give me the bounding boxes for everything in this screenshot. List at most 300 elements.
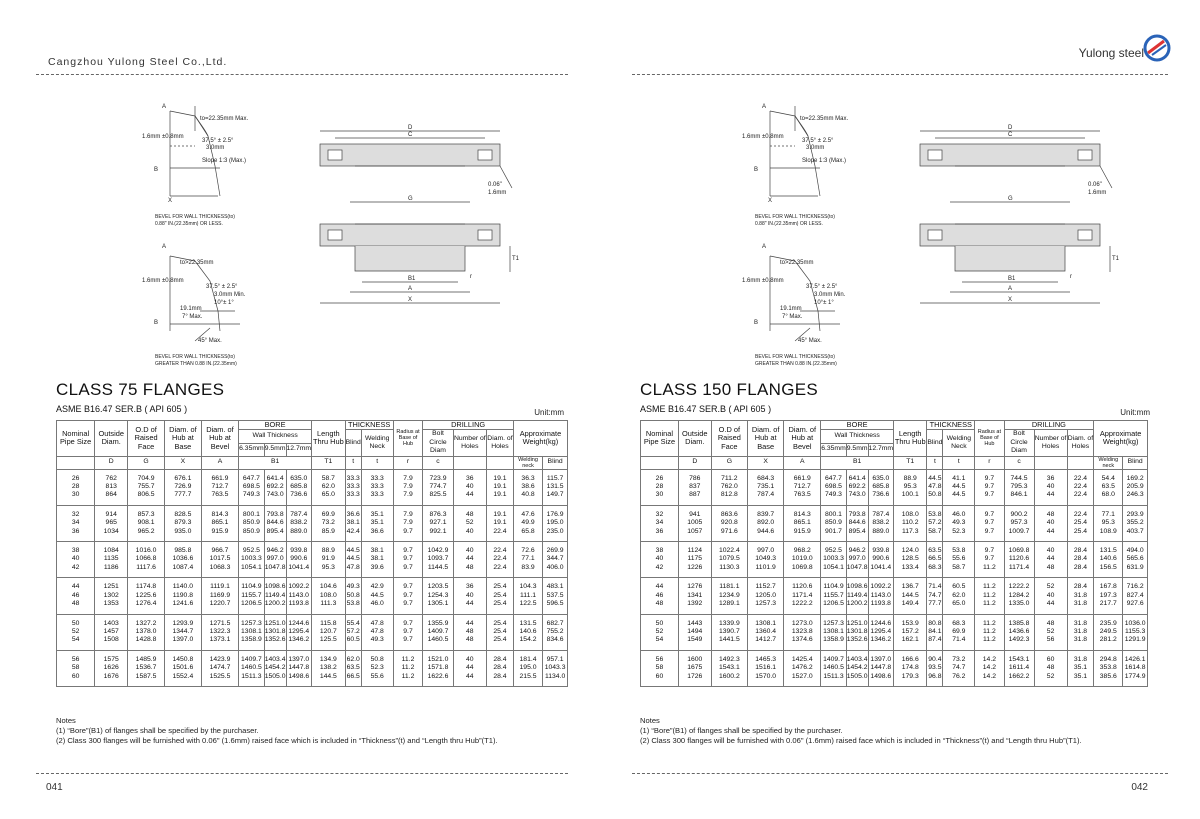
- table-cell: 95.3: [1094, 519, 1123, 527]
- table-cell: 63.5: [1094, 483, 1123, 491]
- table-cell: 88.9: [312, 542, 346, 556]
- table-cell: 11.2: [975, 600, 1004, 614]
- table-cell: 1675: [678, 664, 711, 672]
- company-name: Cangzhou Yulong Steel Co.,Ltd.: [48, 56, 228, 68]
- table-cell: 36: [1034, 469, 1067, 483]
- table-cell: 44: [1034, 528, 1067, 542]
- table-cell: 74.7: [928, 591, 942, 599]
- table-cell: 1358.9: [239, 636, 265, 650]
- table-cell: 385.6: [1094, 673, 1123, 687]
- table-cell: 11.2: [975, 564, 1004, 578]
- table-cell: 30: [641, 491, 679, 505]
- table-cell: 1175: [678, 555, 711, 563]
- table-cell: 48: [1034, 505, 1067, 519]
- table-cell: 215.5: [513, 673, 542, 687]
- table-cell: 1465.3: [748, 650, 784, 664]
- table-cell: 1120.6: [1004, 555, 1034, 563]
- table-cell: 1257.3: [239, 614, 265, 628]
- table-cell: 647.7: [239, 469, 265, 483]
- table-cell: 32: [57, 505, 95, 519]
- table-cell: 108.0: [312, 592, 346, 600]
- table-cell: 22.4: [1067, 491, 1094, 505]
- table-row: [641, 614, 1148, 628]
- table-cell: 281.2: [1094, 636, 1123, 650]
- table-cell: 1130.3: [711, 564, 747, 578]
- table-cell: 36.3: [513, 469, 542, 483]
- table-cell: 1047.8: [264, 564, 286, 578]
- table-cell: 9.7: [975, 528, 1004, 542]
- label-x1: X: [168, 198, 173, 204]
- table-cell: 1622.6: [423, 673, 453, 687]
- table-cell: 1552.4: [164, 673, 201, 687]
- table-cell: 1360.4: [748, 628, 784, 636]
- table-cell: 9.7: [393, 578, 423, 592]
- table-cell: 1101.9: [748, 564, 784, 578]
- caption-2a: BEVEL FOR WALL THICKNESS(to): [755, 354, 835, 360]
- table-cell: 62.0: [312, 483, 346, 491]
- table-cell: 44.5: [927, 469, 943, 483]
- sym: A: [201, 456, 238, 469]
- col-welding-neck: Welding Neck: [361, 430, 393, 456]
- table-cell: 60.5: [345, 636, 361, 650]
- table-cell: 344.7: [543, 555, 568, 563]
- col-blind: Blind: [345, 430, 361, 456]
- table-cell: 46.0: [943, 505, 975, 519]
- table-cell: 635.0: [286, 469, 312, 483]
- table-cell: 83.9: [513, 564, 542, 578]
- table-cell: 111.3: [312, 600, 346, 614]
- table-cell: 40: [1034, 519, 1067, 527]
- col-od-raised: O.D of Raised Face: [128, 421, 165, 457]
- table-cell: 62.0: [345, 650, 361, 664]
- table-cell: 26: [641, 469, 679, 483]
- table-cell: 915.9: [201, 528, 238, 542]
- table-cell: 915.9: [784, 528, 821, 542]
- label-to2: to>22.35mm: [180, 260, 214, 266]
- table-cell: 1511.3: [821, 673, 847, 687]
- table-cell: 698.5: [821, 483, 847, 491]
- table-cell: 743.0: [264, 491, 286, 505]
- table-cell: 68.0: [1094, 491, 1123, 505]
- table-cell: 44.5: [345, 542, 361, 556]
- table-row: [641, 491, 1148, 505]
- table-cell: 1543.1: [1004, 650, 1034, 664]
- table-cell: 49.9: [513, 519, 542, 527]
- table-cell: 483.1: [543, 578, 568, 592]
- table-cell: 52: [1034, 673, 1067, 687]
- sym: A: [784, 456, 821, 469]
- table-cell: 1373.1: [201, 636, 238, 650]
- table-cell: 65.0: [312, 491, 346, 505]
- col-bolt-circle: Bolt Circle Diam: [1004, 430, 1034, 456]
- table-cell: 990.6: [868, 555, 894, 563]
- table-cell: 1527.0: [784, 673, 821, 687]
- table-cell: 1516.1: [748, 664, 784, 672]
- table-cell: 31.8: [1067, 614, 1094, 628]
- table-cell: 1066.8: [128, 555, 165, 563]
- table-cell: 66.5: [345, 673, 361, 687]
- table-cell: 834.6: [543, 636, 568, 650]
- table-cell: 1358.9: [821, 636, 847, 650]
- caption-2b: GREATER THAN 0.88 IN.(22.35mm): [155, 361, 237, 367]
- table-row: [57, 555, 568, 563]
- table-cell: 1774.9: [1123, 673, 1148, 687]
- table-cell: 795.3: [1004, 483, 1034, 491]
- flange-table: [56, 420, 568, 687]
- table-cell: 1149.4: [847, 591, 868, 599]
- table-cell: 25.4: [486, 592, 513, 600]
- table-cell: 1079.5: [711, 555, 747, 563]
- table-cell: 1549: [678, 636, 711, 650]
- sym: c: [423, 456, 453, 469]
- col-number-holes: Number of Holes: [453, 430, 486, 456]
- table-cell: 25.4: [486, 628, 513, 636]
- table-cell: 957.3: [1004, 519, 1034, 527]
- table-cell: 122.5: [513, 600, 542, 614]
- table-cell: 736.6: [286, 491, 312, 505]
- label-to1: to=22.35mm Max.: [200, 116, 249, 122]
- table-cell: 406.0: [543, 564, 568, 578]
- label-c: C: [408, 132, 413, 138]
- table-cell: 93.5: [928, 664, 942, 672]
- table-cell: 1302: [95, 592, 128, 600]
- table-cell: 33.3: [345, 491, 361, 505]
- table-cell: 941: [678, 505, 711, 519]
- table-cell: 1104.9: [239, 578, 265, 592]
- label-root1: 3.0mm: [806, 145, 825, 151]
- table-row: [641, 578, 1148, 592]
- table-cell: 900.2: [1004, 505, 1034, 519]
- table-cell: 9.7: [975, 505, 1004, 519]
- table-cell: 1571.8: [423, 664, 453, 672]
- table-cell: 1335.0: [1004, 600, 1034, 614]
- table-row: [641, 528, 1148, 542]
- label-root1: 3.0mm: [206, 145, 225, 151]
- table-cell: 28: [641, 483, 679, 491]
- table-cell: 1412.7: [748, 636, 784, 650]
- table-cell: 42: [641, 564, 679, 578]
- table-cell: 723.9: [423, 469, 453, 483]
- table-cell: 1016.0: [128, 542, 165, 556]
- table-cell: 952.5: [821, 542, 847, 556]
- col-thickness: THICKNESS: [345, 421, 393, 430]
- table-cell: 968.2: [784, 542, 821, 556]
- table-cell: 25.4: [1067, 519, 1094, 527]
- table-cell: 889.0: [286, 528, 312, 542]
- table-cell: 58: [57, 664, 95, 672]
- table-cell: 865.1: [201, 519, 238, 527]
- table-cell: 1186: [95, 564, 128, 578]
- table-cell: 174.8: [894, 664, 927, 672]
- notes-title: Notes: [640, 716, 660, 725]
- table-cell: 205.9: [1123, 483, 1148, 491]
- table-cell: 22.4: [1067, 469, 1094, 483]
- table-row: [641, 555, 1148, 563]
- table-cell: 939.8: [286, 542, 312, 556]
- table-cell: 1200.2: [264, 600, 286, 614]
- table-cell: 53.8: [943, 542, 975, 556]
- table-cell: 1117.6: [128, 564, 165, 578]
- table-cell: 134.9: [312, 650, 346, 664]
- sym: t: [361, 456, 393, 469]
- table-cell: 1257.3: [748, 600, 784, 614]
- table-cell: 1022.4: [711, 542, 747, 556]
- table-cell: 1460.5: [239, 664, 265, 672]
- table-cell: 131.5: [543, 483, 568, 491]
- table-cell: 1436.6: [1004, 628, 1034, 636]
- table-cell: 235.9: [1094, 614, 1123, 628]
- table-cell: 40: [57, 555, 95, 563]
- table-cell: 48: [453, 505, 486, 519]
- label-seven: 7° Max.: [182, 314, 203, 320]
- table-cell: 28.4: [1067, 564, 1094, 578]
- sym: T1: [894, 456, 927, 469]
- table-cell: 56: [1034, 636, 1067, 650]
- notes-title: Notes: [56, 716, 76, 725]
- table-cell: 11.2: [975, 614, 1004, 628]
- col-bore: BORE: [239, 421, 312, 430]
- table-cell: 9.7: [393, 528, 423, 542]
- table-cell: 235.0: [543, 528, 568, 542]
- col-hub-base: Diam. of Hub at Base: [748, 421, 784, 457]
- table-cell: 44: [453, 491, 486, 505]
- table-cell: 36.6: [361, 528, 393, 542]
- label-nineteen: 19.1mm: [780, 306, 802, 312]
- table-cell: 914: [95, 505, 128, 519]
- caption-1a: BEVEL FOR WALL THICKNESS(to): [755, 214, 835, 220]
- table-cell: 1254.3: [423, 592, 453, 600]
- table-cell: 1092.2: [286, 578, 312, 592]
- table-cell: 1206.5: [821, 600, 847, 614]
- table-cell: 1662.2: [1004, 673, 1034, 687]
- table-cell: 901.7: [821, 528, 847, 542]
- table-cell: 47.6: [513, 505, 542, 519]
- table-cell: 136.7: [894, 578, 927, 592]
- table-cell: 537.5: [543, 592, 568, 600]
- label-to2: to>22.35mm: [780, 260, 814, 266]
- table-cell: 1047.8: [846, 564, 868, 578]
- table-cell: 403.7: [1123, 528, 1148, 542]
- table-cell: 9.7: [975, 542, 1004, 556]
- table-cell: 47.8: [345, 564, 361, 578]
- table-cell: 857.3: [128, 505, 165, 519]
- table-cell: 1251.0: [264, 614, 286, 628]
- table-cell: 80.8: [927, 614, 943, 628]
- table-cell: 990.6: [286, 555, 312, 563]
- sym: r: [975, 456, 1004, 469]
- table-cell: 63.5: [346, 664, 360, 672]
- table-cell: 1525.5: [201, 673, 238, 687]
- table-cell: 661.9: [784, 469, 821, 483]
- table-cell: 946.2: [264, 542, 286, 556]
- table-cell: 52: [641, 628, 679, 636]
- caption-1b: 0.88" IN.(22.35mm) OR LESS.: [155, 221, 223, 227]
- table-row: [57, 491, 568, 505]
- table-cell: 22.4: [1067, 483, 1094, 491]
- table-cell: 56: [57, 650, 95, 664]
- table-cell: 1511.3: [239, 673, 265, 687]
- table-cell: 762: [95, 469, 128, 483]
- table-cell: 641.4: [846, 469, 868, 483]
- table-cell: 1505.0: [264, 673, 286, 687]
- table-cell: 140.6: [1094, 555, 1123, 563]
- table-cell: 876.3: [423, 505, 453, 519]
- table-cell: 52: [1034, 628, 1067, 636]
- table-cell: 40: [1034, 542, 1067, 556]
- label-b1: B: [154, 167, 159, 173]
- table-cell: 353.8: [1094, 664, 1123, 672]
- table-cell: 763.5: [201, 491, 238, 505]
- col-bore: BORE: [821, 421, 894, 430]
- label-g: G: [1008, 196, 1013, 202]
- table-cell: 33.3: [346, 483, 360, 491]
- table-row: [57, 578, 568, 592]
- table-cell: 33.3: [361, 483, 393, 491]
- table-cell: 46.0: [361, 600, 393, 614]
- table-cell: 1041.4: [868, 564, 894, 578]
- label-bevel2: 1.6mm ±0.8mm: [142, 278, 184, 284]
- sym: D: [95, 456, 128, 469]
- col-nominal: Nominal Pipe Size: [57, 421, 95, 457]
- table-cell: 69.9: [943, 628, 975, 636]
- sym-blind: Blind: [1123, 456, 1148, 469]
- table-cell: 52: [453, 519, 486, 527]
- table-cell: 115.7: [543, 469, 568, 483]
- table-cell: 88.9: [894, 469, 927, 483]
- table-cell: 125.5: [312, 636, 346, 650]
- table-cell: 711.2: [711, 469, 747, 483]
- label-bevel1: 1.6mm ±0.8mm: [142, 134, 184, 140]
- table-cell: 58.7: [927, 528, 943, 542]
- table-cell: 31.8: [1067, 636, 1094, 650]
- table-cell: 1403.4: [846, 650, 868, 664]
- table-cell: 838.2: [286, 519, 312, 527]
- table-cell: 763.5: [784, 491, 821, 505]
- table-cell: 1397.0: [868, 650, 894, 664]
- table-cell: 246.3: [1123, 491, 1148, 505]
- table-cell: 1200.2: [846, 600, 868, 614]
- col-diam-holes: Diam. of Holes: [1067, 430, 1094, 456]
- table-cell: 736.6: [868, 491, 894, 505]
- table-cell: 120.7: [312, 628, 346, 636]
- table-cell: 1293.9: [164, 614, 201, 628]
- table-cell: 181.4: [513, 650, 542, 664]
- table-cell: 1611.4: [1004, 664, 1034, 672]
- table-cell: 9.7: [975, 469, 1004, 483]
- table-cell: 7.9: [393, 483, 423, 491]
- table-row: [641, 505, 1148, 519]
- col-w1: 6.35mm: [821, 443, 847, 456]
- sym: t: [943, 456, 975, 469]
- table-cell: 1447.8: [868, 664, 894, 672]
- table-cell: 44: [1034, 491, 1067, 505]
- table-row: [57, 505, 568, 519]
- col-weight: Approximate Weight(kg): [513, 421, 567, 457]
- table-cell: 992.1: [423, 528, 453, 542]
- class-subtitle: ASME B16.47 SER.B ( API 605 ): [56, 404, 188, 414]
- table-cell: 647.7: [821, 469, 847, 483]
- table-cell: 54: [641, 636, 679, 650]
- table-cell: 1155.3: [1123, 628, 1148, 636]
- table-cell: 1409.7: [821, 650, 847, 664]
- table-cell: 77.1: [1094, 505, 1123, 519]
- table-cell: 84.1: [928, 627, 942, 635]
- table-cell: 1426.1: [1123, 650, 1148, 664]
- table-cell: 892.0: [748, 519, 784, 527]
- table-cell: 39.6: [361, 564, 393, 578]
- table-cell: 11.2: [975, 628, 1004, 636]
- table-cell: 692.2: [846, 483, 868, 491]
- table-cell: 25.4: [486, 578, 513, 592]
- table-cell: 42.4: [345, 528, 361, 542]
- label-fortyfive: 45° Max.: [798, 338, 822, 344]
- col-diam-holes: Diam. of Holes: [486, 430, 513, 456]
- table-cell: 1003.3: [821, 555, 847, 563]
- table-cell: 95.3: [312, 564, 346, 578]
- table-cell: 1536.7: [128, 664, 165, 672]
- table-cell: 839.7: [748, 505, 784, 519]
- table-cell: 837: [678, 483, 711, 491]
- table-cell: 9.7: [393, 555, 423, 563]
- table-row: [57, 564, 568, 578]
- table-cell: 40: [453, 528, 486, 542]
- table-cell: 11.2: [975, 578, 1004, 592]
- table-cell: 749.3: [239, 491, 265, 505]
- table-row: [641, 673, 1148, 687]
- table-cell: 44: [453, 664, 486, 672]
- label-a3: A: [1008, 286, 1013, 292]
- table-cell: 25.4: [486, 614, 513, 628]
- table-cell: 1092.2: [868, 578, 894, 592]
- table-cell: 927.1: [423, 519, 453, 527]
- label-a: A: [762, 104, 767, 110]
- class-title: CLASS 150 FLANGES: [640, 380, 819, 399]
- table-cell: 108.0: [894, 505, 927, 519]
- table-row: [57, 519, 568, 527]
- table-cell: 22.4: [486, 564, 513, 578]
- table-cell: 1149.4: [264, 591, 286, 599]
- table-cell: 40: [453, 650, 486, 664]
- table-cell: 1174.8: [128, 578, 165, 592]
- table-cell: 1508: [95, 636, 128, 650]
- table-row: [57, 469, 568, 483]
- table-cell: 793.8: [264, 505, 286, 519]
- table-cell: 1054.1: [821, 564, 847, 578]
- table-cell: 1222.2: [784, 600, 821, 614]
- table-cell: 850.9: [239, 519, 265, 527]
- table-cell: 293.9: [1123, 505, 1148, 519]
- table-cell: 864: [95, 491, 128, 505]
- table-cell: 19.1: [486, 483, 513, 491]
- table-cell: 1570.0: [748, 673, 784, 687]
- table-cell: 1155.7: [821, 592, 847, 600]
- table-cell: 1036.0: [1123, 614, 1148, 628]
- table-cell: 31.8: [1067, 600, 1094, 614]
- label-root2: 3.0mm Min.: [214, 292, 246, 298]
- table-cell: 1322.3: [201, 628, 238, 636]
- notes: [640, 716, 1082, 745]
- label-g: G: [408, 196, 413, 202]
- table-cell: 77.1: [513, 555, 542, 563]
- table-cell: 47.8: [928, 483, 942, 491]
- table-cell: 793.8: [846, 505, 868, 519]
- table-cell: 1152.7: [748, 578, 784, 592]
- table-cell: 14.2: [975, 650, 1004, 664]
- table-cell: 156.5: [1094, 564, 1123, 578]
- table-cell: 124.0: [894, 542, 927, 556]
- table-cell: 1104.9: [821, 578, 847, 592]
- label-slope: Slope 1:3 (Max.): [202, 158, 247, 164]
